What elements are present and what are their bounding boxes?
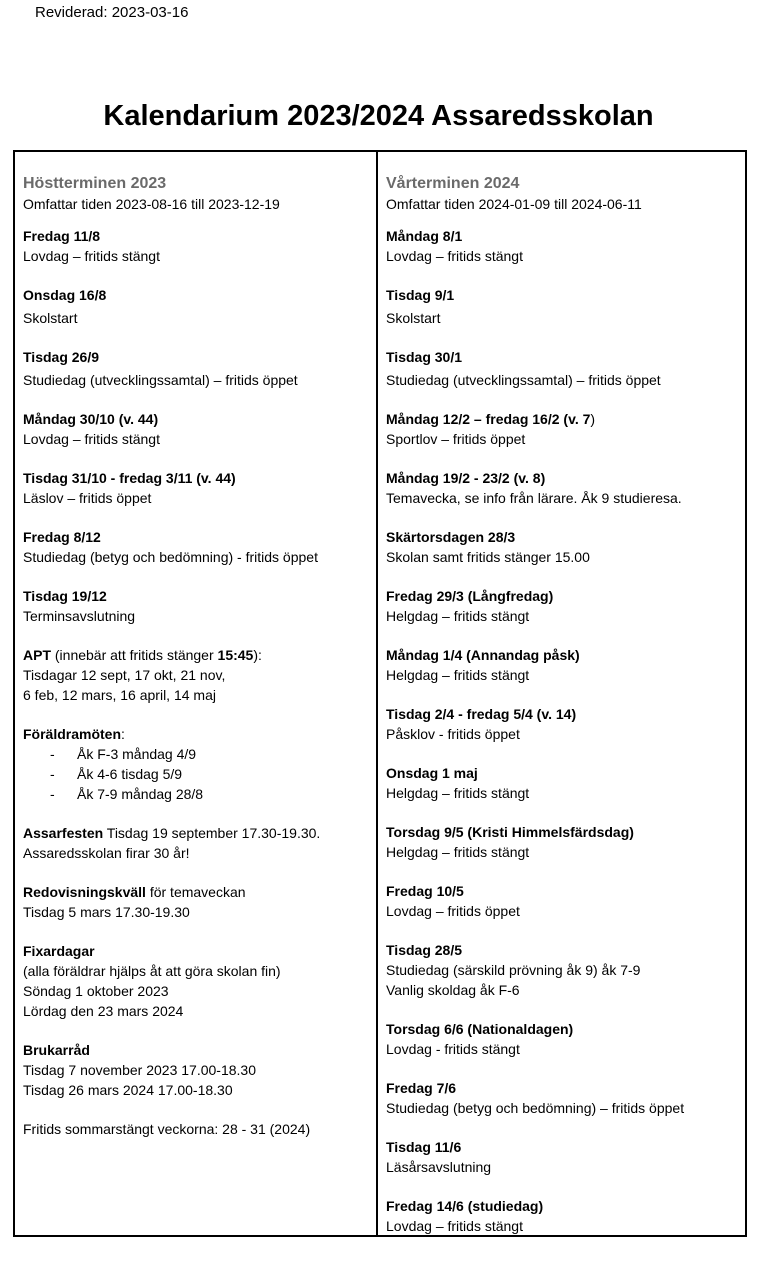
presentation-label: Redovisningskväll <box>23 884 146 900</box>
event-block <box>386 704 739 744</box>
event-block <box>386 1019 739 1059</box>
event-date: Måndag 12/2 – fredag 16/2 (v. 7 <box>386 411 591 427</box>
event-description: Lovdag – fritids stängt <box>23 248 160 264</box>
event-description: Lovdag - fritids stängt <box>386 1041 520 1057</box>
event-description: Temavecka, se info från lärare. Åk 9 studieresa. <box>386 490 682 506</box>
event-block <box>23 586 370 626</box>
event-block <box>386 409 739 449</box>
event-block <box>386 1137 739 1177</box>
event-description: Skolstart <box>386 310 441 326</box>
event-date-tail: ) <box>590 411 596 427</box>
list-item <box>23 744 370 764</box>
event-date: Fredag 8/12 <box>23 529 101 545</box>
event-block <box>386 468 739 508</box>
list-item <box>23 764 370 784</box>
event-date: Tisdag 19/12 <box>23 588 107 604</box>
apt-label: APT <box>23 647 51 663</box>
apt-dates: 6 feb, 12 mars, 16 april, 14 maj <box>23 687 216 703</box>
spring-term-scope: Omfattar tiden 2024-01-09 till 2024-06-11 <box>386 196 642 212</box>
council-date: Tisdag 26 mars 2024 17.00-18.30 <box>23 1082 233 1098</box>
fixar-block <box>23 941 370 1021</box>
event-date: Onsdag 16/8 <box>23 287 107 303</box>
event-block <box>386 285 739 328</box>
event-block <box>23 347 370 390</box>
event-block <box>23 468 370 508</box>
apt-note-end: ): <box>253 647 262 663</box>
event-date: Fredag 29/3 (Långfredag) <box>386 588 554 604</box>
event-description: Lovdag – fritids stängt <box>386 1218 523 1234</box>
event-description: Studiedag (särskild prövning åk 9) åk 7-9 <box>386 962 641 978</box>
event-description: Studiedag (betyg och bedömning) – fritids öppet <box>386 1100 685 1116</box>
event-block <box>23 285 370 328</box>
event-block <box>386 881 739 921</box>
event-date: Torsdag 6/6 (Nationaldagen) <box>386 1021 574 1037</box>
fest-date: Tisdag 19 september 17.30-19.30. <box>103 825 321 841</box>
list-item <box>23 784 370 804</box>
summer-closure-note: Fritids sommarstängt veckorna: 28 - 31 (2024) <box>23 1121 311 1137</box>
event-block <box>386 763 739 803</box>
event-date: Måndag 1/4 (Annandag påsk) <box>386 647 580 663</box>
autumn-term-scope: Omfattar tiden 2023-08-16 till 2023-12-19 <box>23 196 280 212</box>
event-date: Fredag 11/8 <box>23 228 101 244</box>
event-block <box>23 527 370 567</box>
fest-heading <box>23 823 370 843</box>
fest-label: Assarfesten <box>23 825 104 841</box>
spring-term-heading: Vårterminen 2024 <box>386 175 520 192</box>
fixar-line: Söndag 1 oktober 2023 <box>23 983 169 999</box>
event-block <box>386 226 739 266</box>
event-date: Fredag 10/5 <box>386 883 464 899</box>
event-description: Vanlig skoldag åk F-6 <box>386 982 520 998</box>
event-description: Studiedag (utvecklingssamtal) – fritids öppet <box>386 372 661 388</box>
parent-meetings-label: Föräldramöten <box>23 726 122 742</box>
event-block <box>23 226 370 266</box>
event-block <box>23 409 370 449</box>
list-item-text: Åk 7-9 måndag 28/8 <box>77 786 204 802</box>
event-block <box>386 1078 739 1118</box>
council-heading: Brukarråd <box>23 1042 90 1058</box>
event-date-line <box>386 409 739 429</box>
event-description: Studiedag (betyg och bedömning) - fritids öppet <box>23 549 318 565</box>
fixar-line: Lördag den 23 mars 2024 <box>23 1003 184 1019</box>
event-block <box>386 940 739 1000</box>
presentation-date: Tisdag 5 mars 17.30-19.30 <box>23 904 190 920</box>
event-block <box>386 1196 739 1236</box>
autumn-column <box>15 152 378 1235</box>
bullet-dash: - <box>50 766 55 782</box>
event-date: Måndag 8/1 <box>386 228 463 244</box>
event-description: Lovdag – fritids stängt <box>23 431 160 447</box>
bullet-dash: - <box>50 746 55 762</box>
apt-closing-time: 15:45 <box>217 647 254 663</box>
event-block <box>386 645 739 685</box>
event-description: Terminsavslutning <box>23 608 136 624</box>
event-date: Tisdag 31/10 - fredag 3/11 (v. 44) <box>23 470 236 486</box>
page-title: Kalendarium 2023/2024 Assaredsskolan <box>103 100 654 132</box>
event-date: Onsdag 1 maj <box>386 765 478 781</box>
autumn-term-heading: Höstterminen 2023 <box>23 175 167 192</box>
event-date: Skärtorsdagen 28/3 <box>386 529 516 545</box>
apt-heading <box>23 645 370 665</box>
event-date: Torsdag 9/5 (Kristi Himmelsfärdsdag) <box>386 824 634 840</box>
event-block <box>386 527 739 567</box>
event-description: Helgdag – fritids stängt <box>386 667 530 683</box>
council-block <box>23 1040 370 1100</box>
council-date: Tisdag 7 november 2023 17.00-18.30 <box>23 1062 256 1078</box>
apt-dates: Tisdagar 12 sept, 17 okt, 21 nov, <box>23 667 226 683</box>
event-description: Sportlov – fritids öppet <box>386 431 526 447</box>
event-description: Lovdag – fritids stängt <box>386 248 523 264</box>
event-date: Måndag 30/10 (v. 44) <box>23 411 159 427</box>
apt-note: (innebär att fritids stänger <box>51 647 218 663</box>
presentation-heading <box>23 882 370 902</box>
event-description: Skolan samt fritids stänger 15.00 <box>386 549 590 565</box>
event-block <box>386 586 739 626</box>
event-date: Måndag 19/2 - 23/2 (v. 8) <box>386 470 546 486</box>
presentation-block <box>23 882 370 922</box>
event-date: Fredag 14/6 (studiedag) <box>386 1198 544 1214</box>
presentation-note: för temaveckan <box>145 884 246 900</box>
event-description: Påsklov - fritids öppet <box>386 726 520 742</box>
fixar-line: (alla föräldrar hjälps åt att göra skolan fin) <box>23 963 281 979</box>
event-description: Helgdag – fritids stängt <box>386 844 530 860</box>
list-item-text: Åk 4-6 tisdag 5/9 <box>77 766 183 782</box>
apt-block <box>23 645 370 705</box>
list-item-text: Åk F-3 måndag 4/9 <box>77 746 197 762</box>
event-date: Tisdag 2/4 - fredag 5/4 (v. 14) <box>386 706 577 722</box>
bullet-dash: - <box>50 786 55 802</box>
parent-meetings-heading <box>23 724 370 744</box>
fest-note: Assaredsskolan firar 30 år! <box>23 845 190 861</box>
event-description: Helgdag – fritids stängt <box>386 785 530 801</box>
spring-column <box>378 152 745 1235</box>
event-date: Tisdag 9/1 <box>386 287 455 303</box>
event-description: Skolstart <box>23 310 78 326</box>
event-description: Helgdag – fritids stängt <box>386 608 530 624</box>
event-date: Tisdag 11/6 <box>386 1139 462 1155</box>
event-date: Tisdag 26/9 <box>23 349 100 365</box>
event-description: Studiedag (utvecklingssamtal) – fritids öppet <box>23 372 298 388</box>
revision-date: Reviderad: 2023-03-16 <box>35 4 189 21</box>
event-description: Läslov – fritids öppet <box>23 490 152 506</box>
event-date: Fredag 7/6 <box>386 1080 457 1096</box>
event-date: Tisdag 28/5 <box>386 942 463 958</box>
calendar-table <box>13 150 747 1237</box>
parent-meetings-colon: : <box>121 726 125 742</box>
parent-meetings-block <box>23 724 370 804</box>
fest-block <box>23 823 370 863</box>
event-description: Lovdag – fritids öppet <box>386 903 520 919</box>
event-block <box>386 347 739 390</box>
event-block <box>386 822 739 862</box>
event-date: Tisdag 30/1 <box>386 349 463 365</box>
fixar-heading: Fixardagar <box>23 943 95 959</box>
event-description: Läsårsavslutning <box>386 1159 492 1175</box>
